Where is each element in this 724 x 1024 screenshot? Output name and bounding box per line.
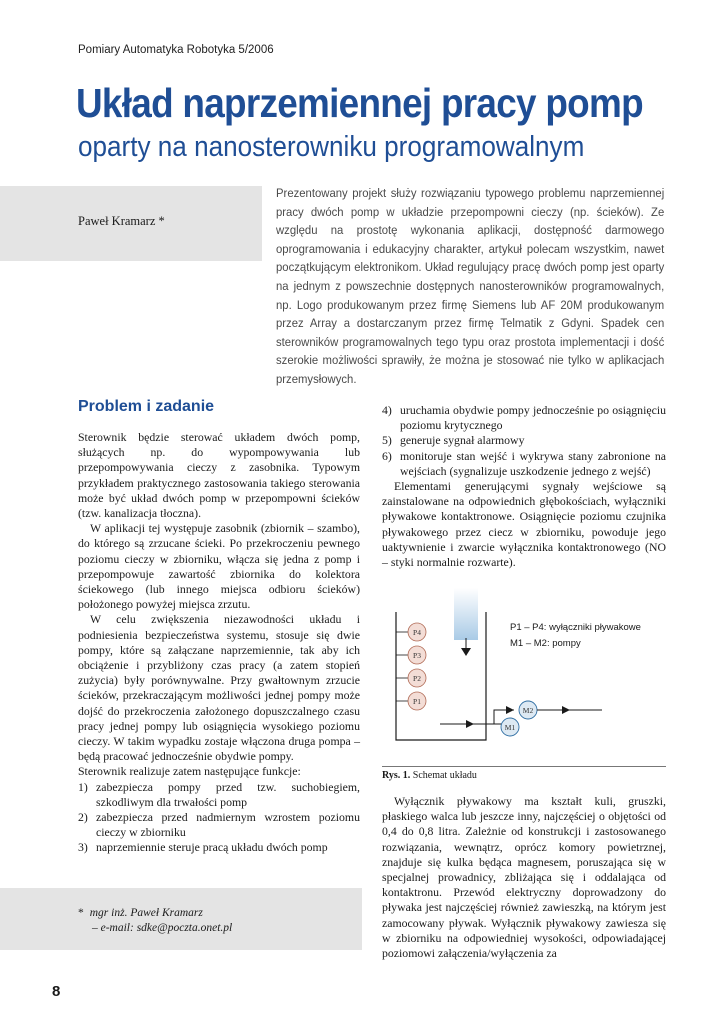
- page-number: 8: [52, 983, 61, 1000]
- float-switch-p4: [396, 623, 426, 641]
- paragraph: Elementami generującymi sygnały wejściowe są zainstalowane na odpowiednich głębokościach, wyłączniki pływakowe kontaktronowe. Osiągnięcie poziomu czujnika pływakowego przez ciecz w zbiorniku, powoduje jego uaktywnienie i zwarcie wyłącznika kontaktronowego (NO – styki normalnie rozwarte).: [382, 479, 666, 570]
- paragraph: W celu zwiększenia niezawodności układu i podniesienia bezpieczeństwa systemu, stosuje się dwie pompy, które są załączane naprzemiennie, tak aby ich obciążenie i przybliżony czas pracy (a zatem stopień zużycia) były porównywalne. Przy gwałtownym zrzucie ścieków, przekraczającym możliwości jednej pompy może dojść do przekroczenia założonego dopuszczalnego czasu pracy jednej pompy lub osiągnięcia wysokiego poziomu cieczy. W takim wypadku zostaje włączona druga pompa – będą pracować jednocześnie obydwie pompy.: [78, 612, 360, 764]
- figure-caption: [382, 770, 477, 781]
- list-item: 5) generuje sygnał alarmowy: [382, 433, 525, 448]
- legend-pumps: M1 – M2: pompy: [510, 638, 581, 649]
- list-item: 6) monitoruje stan wejść i wykrywa stany zabronione na wejściach (sygnalizuje uszkodzenie jednego z wejść): [382, 448, 666, 478]
- article-subtitle: oparty na nanosterowniku programowalnym: [78, 131, 585, 163]
- right-column-continued: [382, 794, 666, 961]
- legend-floats: P1 – P4: wyłączniki pływakowe: [510, 622, 641, 633]
- inflow-arrow-head: [461, 648, 471, 656]
- list-item: 4) uruchamia obydwie pompy jednocześnie po osiągnięciu poziomu krytycznego: [382, 403, 666, 433]
- footnote-line2: – e-mail: sdke@poczta.onet.pl: [92, 922, 233, 934]
- pipe-m1-arrow: [466, 720, 474, 728]
- pipe-m2-arrow: [506, 706, 514, 714]
- right-column: [382, 403, 666, 570]
- pump-m1: [501, 718, 519, 736]
- svg-text:P1: P1: [413, 697, 421, 706]
- footnote-line1: mgr inż. Paweł Kramarz: [89, 907, 203, 919]
- paragraph: W aplikacji tej występuje zasobnik (zbiornik – szambo), do którego są zrzucane ścieki. Po przekroczeniu pewnego poziomu cieczy w zbiorniku, włącza się jedna z pomp i przepompowuje zawartość zbiornika do kolektora ściekowego (lub innego miejsca odbioru ścieków) położonego powyżej miejsca zrzutu.: [78, 521, 360, 612]
- paragraph: Sterownik będzie sterować układem dwóch pomp, służących np. do wypompowywania lub przepompowywania cieczy z zasobnika. Typowym przykładem praktycznego zastosowania takiego sterowania może być układ dwóch pomp w przepompowni ścieków (tzw. kanalizacja tłoczna).: [78, 430, 360, 521]
- inflow-stream: [454, 588, 478, 640]
- float-switch-p2: [396, 669, 426, 687]
- float-switch-p3: [396, 646, 426, 664]
- abstract: Prezentowany projekt służy rozwiązaniu typowego problemu naprzemiennej pracy dwóch pomp w układzie przepompowni cieczy (np. ścieków). Ze względu na prostotę wykonania aplikacji, dostępność darmowego oprogramowania i edukacyjny charakter, artykuł polecam wszystkim, nawet początkującym elektronikom. Układ regulujący pracę dwóch pomp jest oparty na jednym z powszechnie dostępnych nanosterowników programowalnych, np. Logo produkowanym przez firmę Siemens lub AF 20M produkowanym przez Array a dostarczanym przez firmę Telmatik z Gdyni. Spadek cen sterowników programowalnych tego typu oraz prostota implementacji i dość szerokie możliwości sprawiły, że można je stosować nie tylko w aplikacjach przemysłowych.: [276, 186, 665, 386]
- svg-text:M2: M2: [522, 706, 534, 715]
- float-switch-p1: [396, 692, 426, 710]
- schematic-svg: [382, 588, 666, 768]
- footnote: [78, 906, 232, 936]
- svg-text:P4: P4: [413, 628, 421, 637]
- list-item: 1) zabezpiecza pompy przed tzw. suchobiegiem, szkodliwym dla trwałości pomp: [78, 779, 360, 809]
- paragraph: Wyłącznik pływakowy ma kształt kuli, gruszki, płaskiego walca lub jeszcze inny, najczęściej o objętości od 0,4 do 0,8 litra. Zależnie od konstrukcji i zastosowanego rozwiązania, wewnątrz, oprócz komory powietrznej, znajduje się kulka będąca magnesem, poruszająca się w specjalnej prowadnicy, zbliżająca się i oddalająca od kontaktronu. Przewód elektryczny doprowadzony do pływaka jest najczęściej również zawieszką, na którym jest zamocowany pływak. Wyłącznik pływakowy zawiesza się w zbiorniku na odpowiedniej wysokości, odpowiadającej poziomowi załączenia/wyłączenia za: [382, 794, 666, 961]
- svg-text:P3: P3: [413, 651, 421, 660]
- pump-schematic: [382, 588, 666, 768]
- paragraph: Sterownik realizuje zatem następujące funkcje:: [78, 764, 301, 779]
- svg-text:M1: M1: [504, 723, 516, 732]
- svg-text:P2: P2: [413, 674, 421, 683]
- caption-text: Schemat układu: [412, 770, 477, 781]
- section-title: Problem i zadanie: [78, 398, 215, 415]
- article-title: Układ naprzemiennej pracy pomp: [76, 80, 643, 126]
- caption-label: Rys. 1.: [382, 770, 411, 781]
- pump-m2: [519, 701, 537, 719]
- footnote-star: *: [78, 907, 84, 919]
- caption-divider: [382, 766, 666, 767]
- list-item: 2) zabezpiecza przed nadmiernym wzrostem poziomu cieczy w zbiorniku: [78, 810, 360, 840]
- journal-header: Pomiary Automatyka Robotyka 5/2006: [78, 44, 274, 56]
- author-name: Paweł Kramarz *: [78, 214, 165, 228]
- outflow-arrow: [562, 706, 570, 714]
- left-column: [78, 430, 360, 856]
- list-item: 3) naprzemiennie steruje pracą układu dwóch pomp: [78, 840, 328, 855]
